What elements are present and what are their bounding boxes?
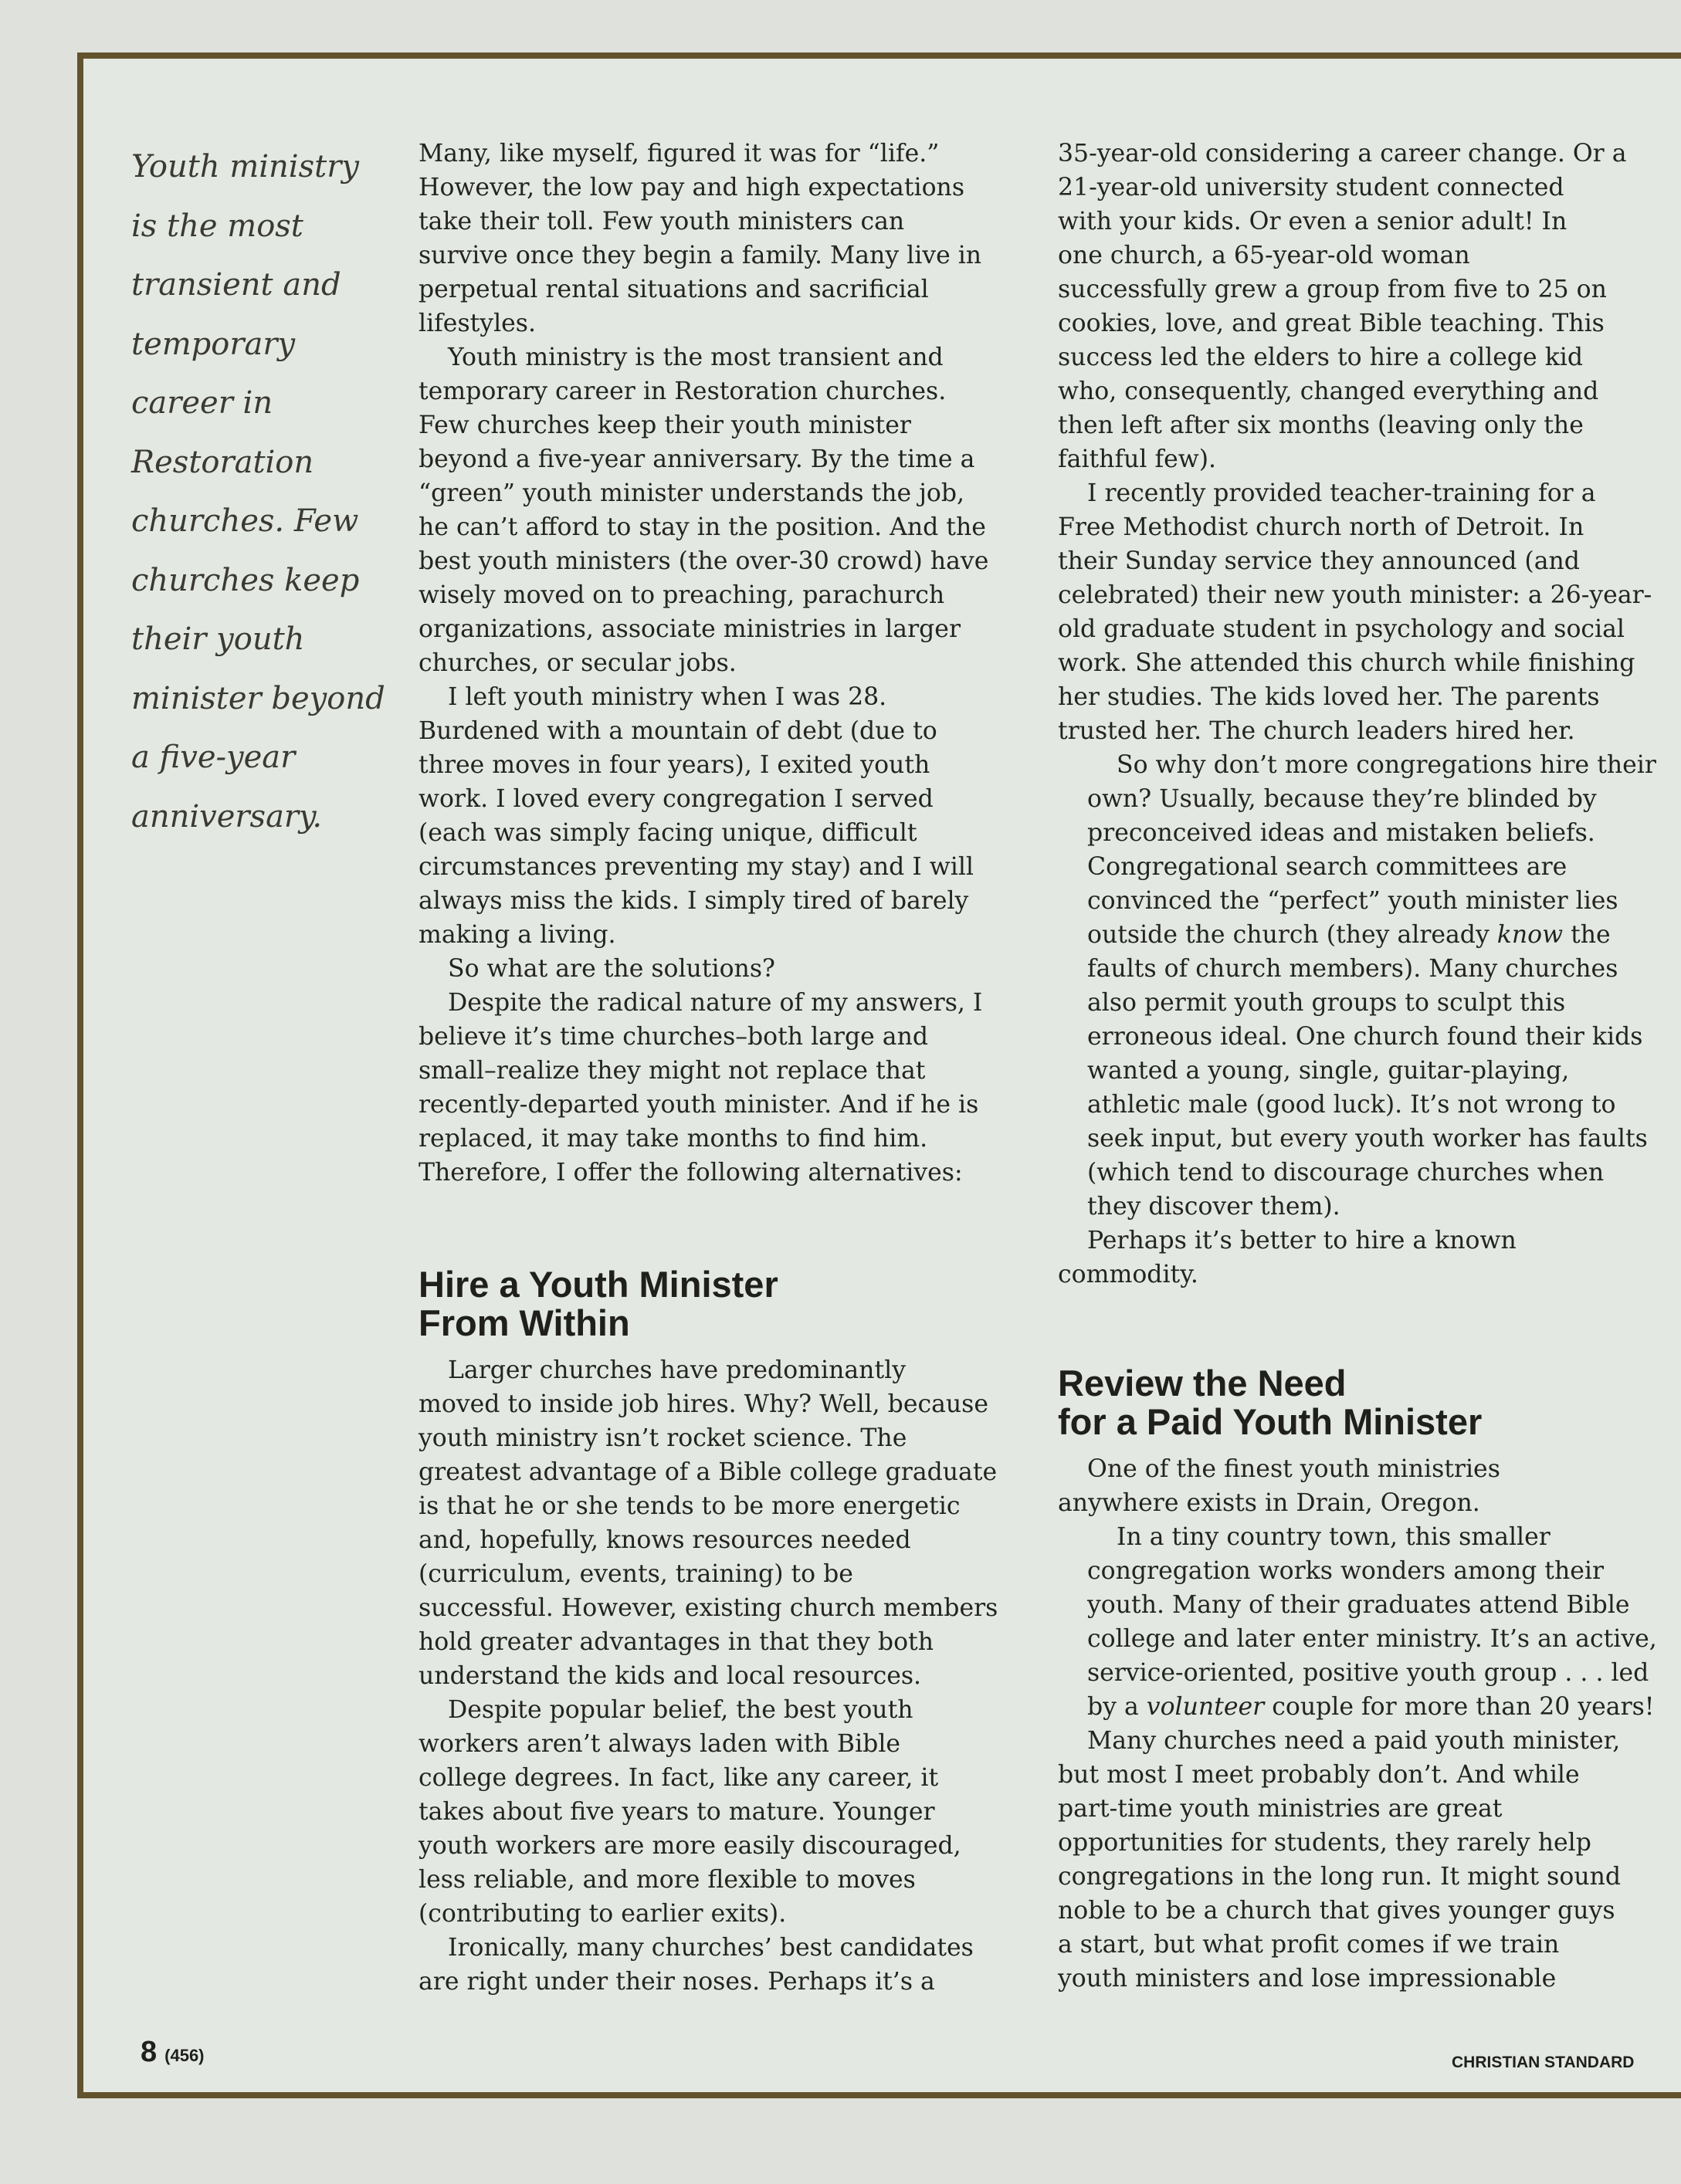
text-line: a start, but what profit comes if we train <box>1058 1931 1560 1959</box>
text-line: Few churches keep their youth minister <box>419 411 911 439</box>
paragraph <box>419 680 1021 952</box>
line: outside the church (they already know the <box>1087 921 1611 949</box>
pull-quote-line: temporary <box>131 326 296 362</box>
text-line: trusted her. The church leaders hired her. <box>1058 717 1575 745</box>
text-line: beyond a five-year anniversary. By the time a <box>419 445 975 473</box>
text-line: Despite the radical nature of my answers, I <box>448 989 983 1017</box>
article-column-middle <box>419 137 1021 1999</box>
text-line: Congregational search committees are <box>1087 853 1567 881</box>
pull-quote-line: minister beyond <box>131 680 385 716</box>
text-line: So what are the solutions? <box>448 955 775 983</box>
paragraph <box>1058 476 1652 748</box>
text-line: for a Paid Youth Minister <box>1058 1401 1483 1442</box>
paragraph <box>1058 1724 1639 1996</box>
pull-quote-line: is the most <box>131 208 303 244</box>
text-line: who, consequently, changed everything and <box>1058 378 1599 405</box>
text-line: temporary career in Restoration churches. <box>419 378 947 405</box>
text-line: Many churches need a paid youth minister, <box>1087 1727 1621 1755</box>
text-line: one church, a 65-year-old woman <box>1058 242 1470 269</box>
paragraph <box>1058 1224 1639 1292</box>
text-line: perpetual rental situations and sacrificial <box>419 276 929 303</box>
text-line: college and later enter ministry. It’s an active, <box>1087 1625 1657 1653</box>
text-line: moved to inside job hires. Why? Well, because <box>419 1390 988 1418</box>
text-line: takes about five years to mature. Younger <box>419 1798 935 1826</box>
text-line: lifestyles. <box>419 310 536 337</box>
magazine-name: CHRISTIAN STANDARD <box>1452 2054 1635 2071</box>
text-line: Therefore, I offer the following alternatives: <box>419 1159 963 1187</box>
text-line: noble to be a church that gives younger guys <box>1058 1897 1615 1925</box>
text-line: seek input, but every youth worker has faults <box>1087 1125 1648 1153</box>
text-line: they discover them). <box>1087 1193 1340 1221</box>
text-line: and, hopefully, knows resources needed <box>419 1526 911 1554</box>
text-line: college degrees. In fact, like any career, it <box>419 1764 939 1792</box>
text-line: youth ministry isn’t rocket science. The <box>419 1424 907 1452</box>
text-line: convinced the “perfect” youth minister lies <box>1087 887 1618 915</box>
text-line: 21-year-old university student connected <box>1058 174 1564 201</box>
line-group <box>1058 748 1656 918</box>
text-line: workers aren’t always laden with Bible <box>419 1730 901 1758</box>
paragraph <box>419 986 1021 1190</box>
text-line: youth workers are more easily discouraged, <box>419 1832 961 1860</box>
text-line: successful. However, existing church members <box>419 1594 998 1622</box>
text-line: small–realize they might not replace that <box>419 1057 926 1085</box>
text-line: Free Methodist church north of Detroit. In <box>1058 513 1584 541</box>
text-line: recently-departed youth minister. And if he is <box>419 1091 979 1119</box>
text-line: greatest advantage of a Bible college graduate <box>419 1458 998 1486</box>
page-number: 8 (456) <box>141 2036 205 2068</box>
text-line: understand the kids and local resources. <box>419 1662 922 1690</box>
text-line: her studies. The kids loved her. The parents <box>1058 683 1600 711</box>
text-line: (each was simply facing unique, difficult <box>419 819 917 847</box>
text-line: cookies, love, and great Bible teaching. This <box>1058 310 1605 337</box>
line: by a volunteer couple for more than 20 years! <box>1087 1693 1655 1721</box>
text-line: then left after six months (leaving only the <box>1058 411 1584 439</box>
paragraph <box>419 1931 1021 1999</box>
text-line: opportunities for students, they rarely help <box>1058 1829 1591 1857</box>
text-line: but most I meet probably don’t. And while <box>1058 1761 1580 1789</box>
text-line: less reliable, and more flexible to moves <box>419 1866 916 1894</box>
text-line: Despite popular belief, the best youth <box>448 1696 913 1724</box>
text-line: Burdened with a mountain of debt (due to <box>419 717 937 745</box>
section-heading <box>1058 1364 1639 1441</box>
paragraph <box>419 1353 1021 1693</box>
text-line: youth ministers and lose impressionable <box>1058 1965 1557 1993</box>
text-line: congregations in the long run. It might sound <box>1058 1863 1622 1891</box>
text-line: Ironically, many churches’ best candidates <box>448 1934 974 1962</box>
paragraph <box>1058 1520 1657 1724</box>
text-line: youth. Many of their graduates attend Bible <box>1087 1591 1630 1619</box>
pull-quote-line: Youth ministry <box>131 149 359 185</box>
text-line: making a living. <box>419 921 616 949</box>
text-line: part-time youth ministries are great <box>1058 1795 1503 1823</box>
article-column-right <box>1058 137 1657 1996</box>
text-line: faithful few). <box>1058 445 1217 473</box>
text-line: hold greater advantages in that they both <box>419 1628 934 1656</box>
text-line: In a tiny country town, this smaller <box>1117 1523 1551 1551</box>
paragraph <box>1058 748 1656 1224</box>
text-line: One of the finest youth ministries <box>1087 1455 1500 1483</box>
section-heading <box>419 1265 1021 1343</box>
text-line: erroneous ideal. One church found their kids <box>1087 1023 1643 1051</box>
text-line: wisely moved on to preaching, parachurch <box>419 581 945 609</box>
text-line: wanted a young, single, guitar-playing, <box>1087 1057 1570 1085</box>
text-line: (curriculum, events, training) to be <box>419 1560 853 1588</box>
text-line: their Sunday service they announced (and <box>1058 547 1580 575</box>
text-line: also permit youth groups to sculpt this <box>1087 989 1566 1017</box>
text-line: So why don’t more congregations hire their <box>1117 751 1656 779</box>
text-line: believe it’s time churches–both large and <box>419 1023 929 1051</box>
text-line: (contributing to earlier exits). <box>419 1900 787 1928</box>
text-line: are right under their noses. Perhaps it’s a <box>419 1968 935 1996</box>
text-line: best youth ministers (the over-30 crowd) have <box>419 547 989 575</box>
pull-quote-line: Restoration <box>131 444 314 480</box>
text-line: celebrated) their new youth minister: a 26-year- <box>1058 581 1652 609</box>
pull-quote-line: churches. Few <box>131 503 359 539</box>
text-line: However, the low pay and high expectations <box>419 174 964 201</box>
text-line: Larger churches have predominantly <box>448 1356 906 1384</box>
paragraph <box>419 137 1021 340</box>
text-line: I left youth ministry when I was 28. <box>448 683 887 711</box>
text-line: (which tend to discourage churches when <box>1087 1159 1605 1187</box>
emphasis: volunteer <box>1146 1693 1265 1721</box>
line-group <box>1058 952 1648 1224</box>
text-line: anywhere exists in Drain, Oregon. <box>1058 1489 1480 1517</box>
text-line: commodity. <box>1058 1261 1198 1288</box>
text-line: work. I loved every congregation I served <box>419 785 934 813</box>
text-line: congregation works wonders among their <box>1087 1557 1605 1585</box>
text-line: Perhaps it’s better to hire a known <box>1087 1227 1517 1255</box>
text-line: survive once they begin a family. Many live in <box>419 242 982 269</box>
text-line: 35-year-old considering a career change. Or a <box>1058 140 1627 168</box>
paragraph <box>1058 137 1639 476</box>
text-line: Review the Need <box>1058 1363 1347 1404</box>
text-line: is that he or she tends to be more energetic <box>419 1492 961 1520</box>
text-line: three moves in four years), I exited youth <box>419 751 930 779</box>
text-line: own? Usually, because they’re blinded by <box>1087 785 1597 813</box>
text-line: successfully grew a group from five to 25 on <box>1058 276 1607 303</box>
pull-quote-line: transient and <box>131 267 341 303</box>
text-line: service-oriented, positive youth group . . . led <box>1087 1659 1649 1687</box>
text-line: old graduate student in psychology and social <box>1058 615 1625 643</box>
text-line: take their toll. Few youth ministers can <box>419 208 905 235</box>
paragraph <box>1058 1452 1639 1520</box>
page-number-paren: (456) <box>164 2046 205 2065</box>
text-line: replaced, it may take months to find him. <box>419 1125 928 1153</box>
text-line: organizations, associate ministries in larger <box>419 615 961 643</box>
pull-quote-line: career in <box>131 385 273 421</box>
paragraph <box>419 340 1021 680</box>
pull-quote-line: their youth <box>131 621 305 657</box>
pull-quote-line: churches keep <box>131 562 360 598</box>
paragraph <box>419 952 1021 986</box>
text-line: I recently provided teacher-training for a <box>1087 479 1596 507</box>
text-line: Many, like myself, figured it was for “life.” <box>419 140 940 168</box>
text-line: churches, or secular jobs. <box>419 649 737 677</box>
pull-quote <box>131 137 386 846</box>
text-line: “green” youth minister understands the job, <box>419 479 965 507</box>
text-line: work. She attended this church while finishing <box>1058 649 1635 677</box>
text-line: preconceived ideas and mistaken beliefs. <box>1087 819 1595 847</box>
text-line: athletic male (good luck). It’s not wrong to <box>1087 1091 1616 1119</box>
text-line: Youth ministry is the most transient and <box>448 344 944 371</box>
text-line: Hire a Youth Minister <box>419 1264 778 1305</box>
text-line: circumstances preventing my stay) and I will <box>419 853 974 881</box>
text-line: From Within <box>419 1302 630 1343</box>
emphasis: know <box>1496 921 1564 949</box>
pull-quote-line: a five-year <box>131 740 296 775</box>
text-line: with your kids. Or even a senior adult! In <box>1058 208 1567 235</box>
pull-quote-line: anniversary. <box>131 798 323 835</box>
text-line: faults of church members). Many churches <box>1087 955 1618 983</box>
text-line: success led the elders to hire a college kid <box>1058 344 1584 371</box>
text-line: always miss the kids. I simply tired of barely <box>419 887 969 915</box>
paragraph <box>419 1693 1021 1931</box>
line-group <box>1058 1520 1657 1690</box>
text-line: he can’t afford to stay in the position. And the <box>419 513 986 541</box>
